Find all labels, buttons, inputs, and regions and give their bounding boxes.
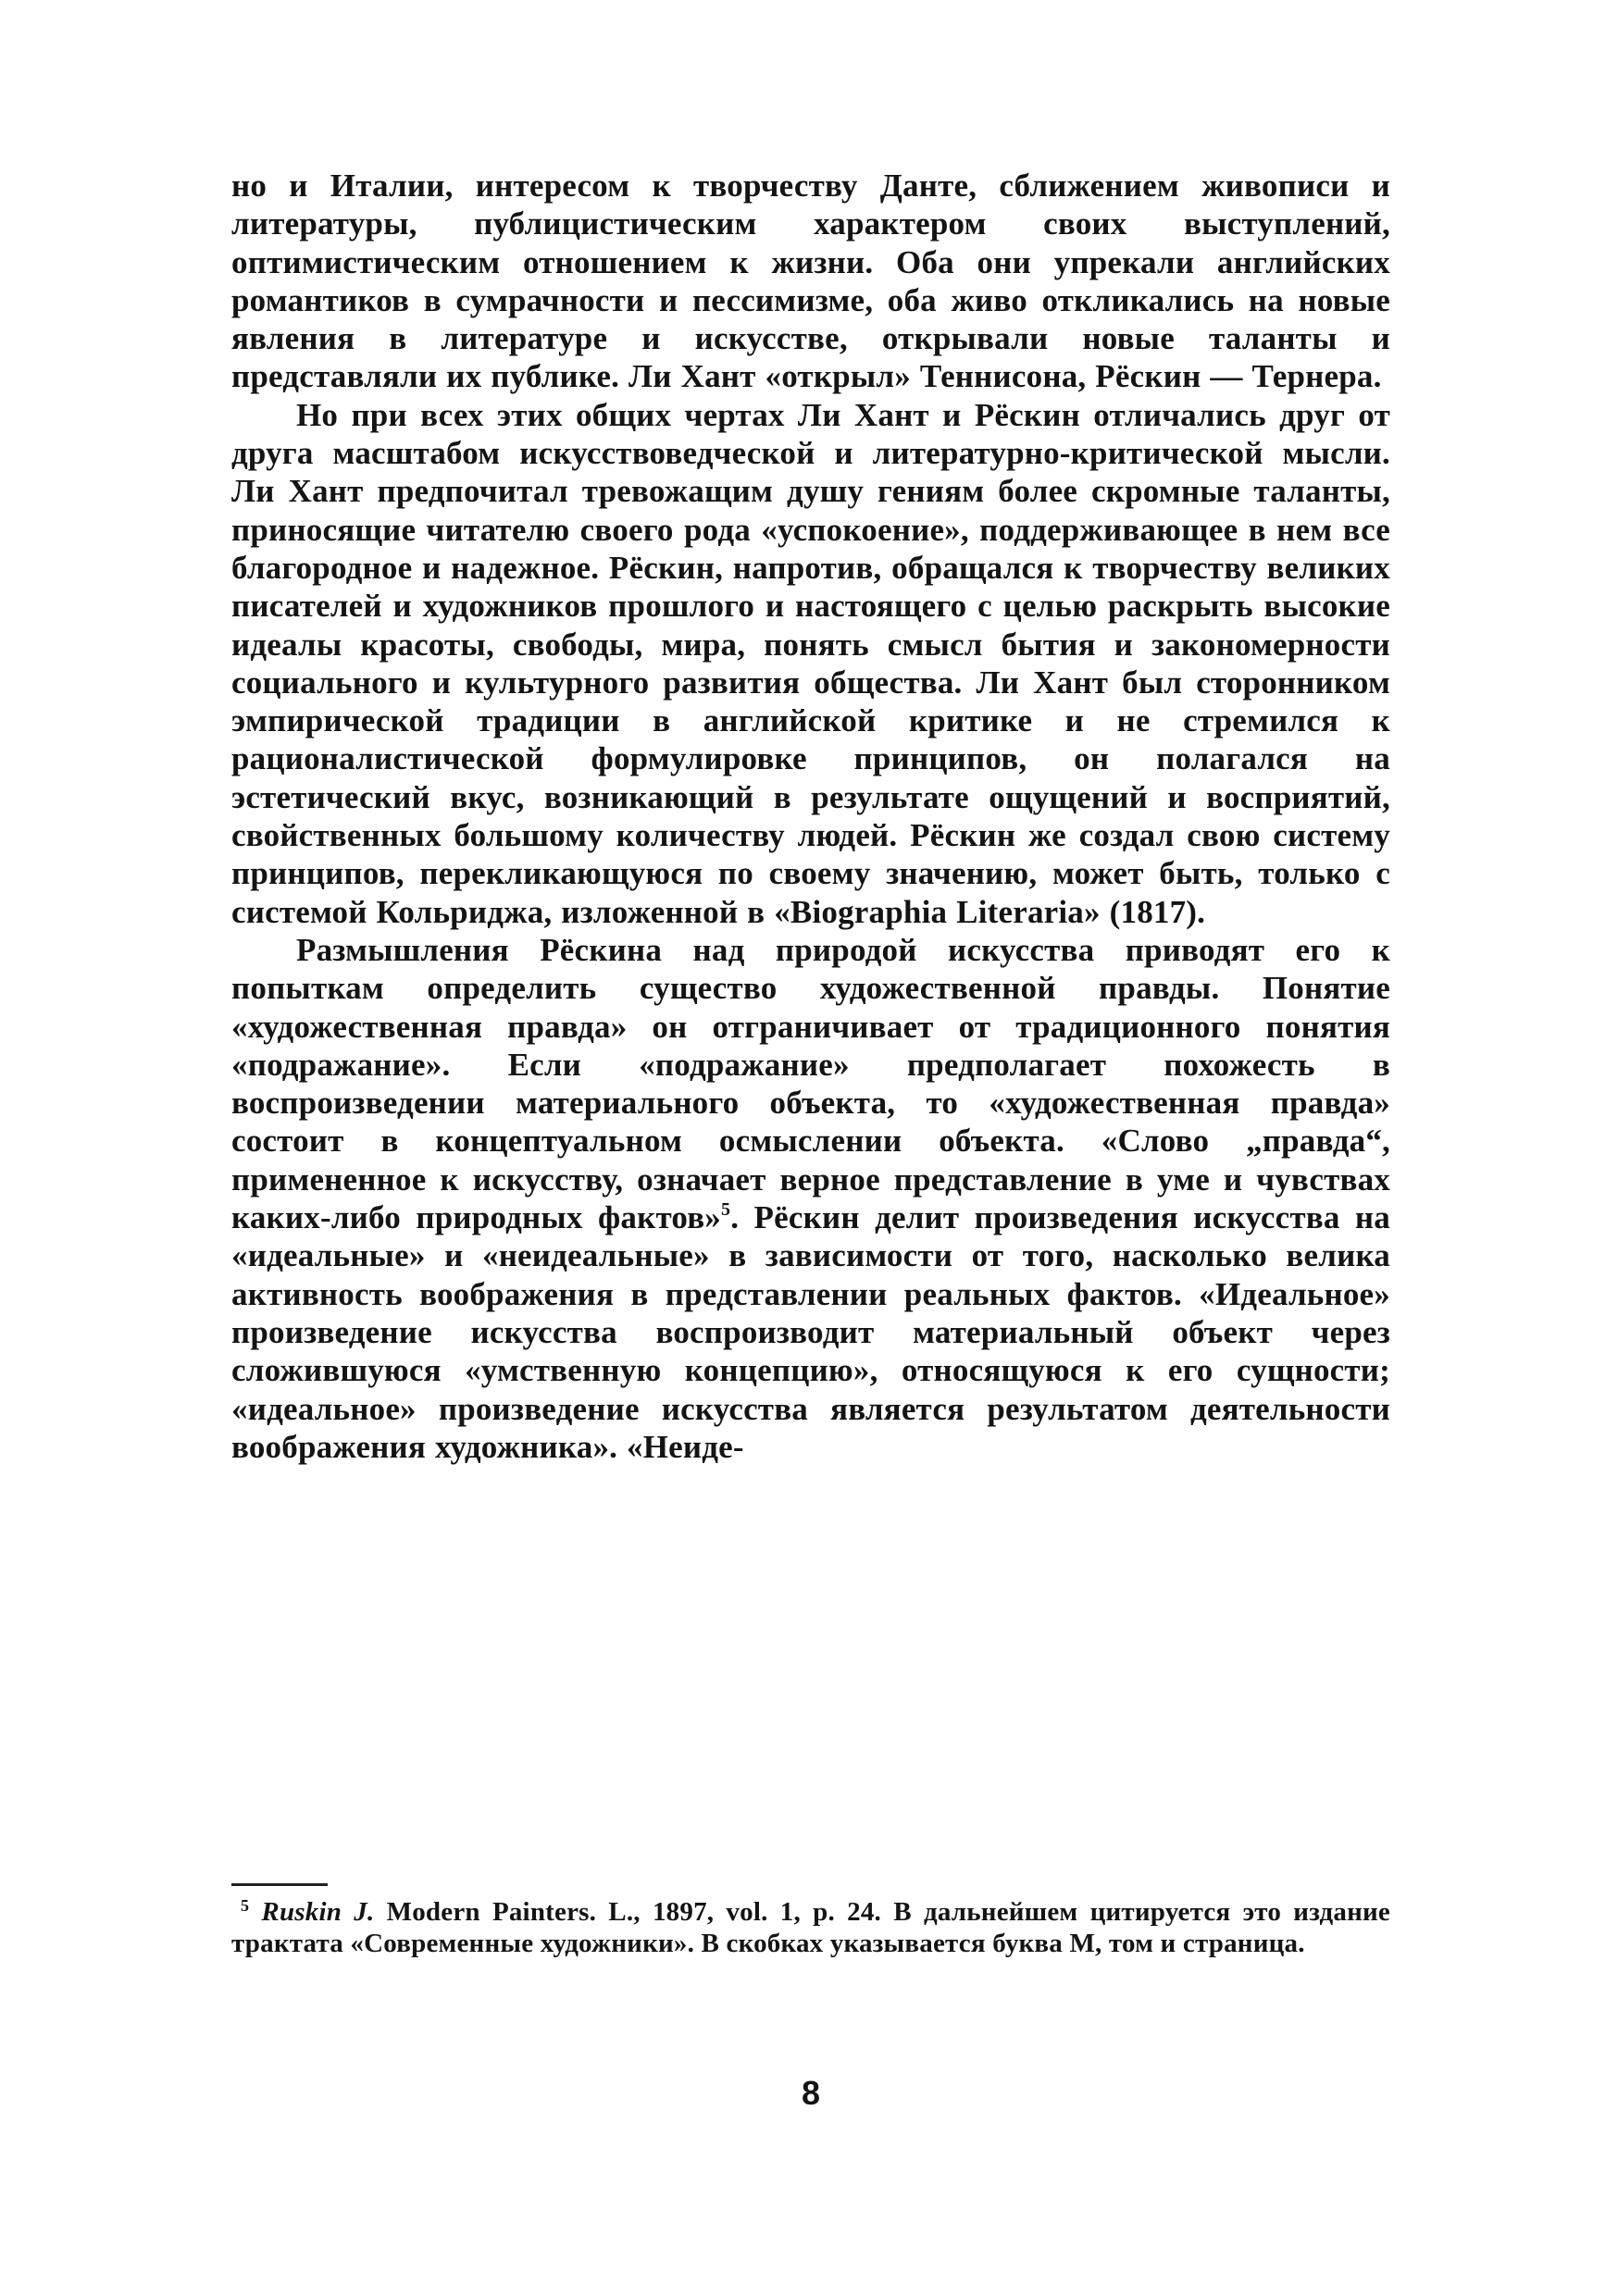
page-body bbox=[231, 167, 1390, 2112]
footnote bbox=[231, 1897, 1390, 1959]
paragraph-3-text-b: Рёскин делит произведения искусства на «идеальные» и «неидеальные» в зависимости от того, насколько велика активность воображения в представлении реальных фактов. «Идеальное» произведение искусства воспроизводит материальный объект через сложившуюся «умственную концепцию», относящуюся к его сущности; «идеальное» произведение искусства является результатом деятельности воображения художника». «Неиде- bbox=[231, 1199, 1390, 1465]
footnote-separator bbox=[231, 1883, 328, 1886]
page-number: 8 bbox=[801, 2074, 821, 2112]
footnote-marker: 5 bbox=[241, 1896, 250, 1915]
paragraph-1: но и Италии, интересом к творчеству Данте, сближением живописи и литературы, публицистическим характером своих выступлений, оптимистическим отношением к жизни. Оба они упрекали английских романтиков в сумрачности и пессимизме, оба живо откликались на новые явления в литературе и искусстве, открывали новые таланты и представляли их публике. Ли Хант «открыл» Теннисона, Рёскин — Тернера. bbox=[231, 168, 1390, 395]
paragraph-3: Размышления Рёскина над природой искусства приводят его к попыткам определить существо художественной правды. Понятие «художественная правда» он отграничивает от традиционного понятия «подражание». Если «подражание» предполагает похожесть в воспроизведении материального объекта, то «художественная правда» состоит в концептуальном осмыслении объекта. «Слово „правда“, примененное к искусству, означает верное представление в уме и чувствах каких-либо природных фактов»$^5$. Рёскин делит произведения искусства на «идеальные» и «неидеальные» в зависимости от того, насколько велика активность воображения в представлении реальных фактов. «Идеальное» произведение искусства воспроизводит материальный объект через сложившуюся «умственную концепцию», относящуюся к его сущности; «идеальное» произведение искусства является результатом деятельности воображения художника». «Неиде- bbox=[231, 931, 1390, 1465]
footnote-reference: 5 bbox=[721, 1199, 731, 1221]
footnote-text: Modern Painters. L., 1897, vol. 1, p. 24. В дальнейшем цитируется это издание трактата «Современные художники». В скобках указывается буква М, том и страница. bbox=[231, 1897, 1390, 1958]
paragraph-3-text-a: Размышления Рёскина над природой искусства приводят его к попыткам определить существо художественной правды. Понятие «художественная правда» он отграничивает от традиционного понятия «подражание». Если «подражание» предполагает похожесть в воспроизведении материального объекта, то «художественная правда» состоит в концептуальном осмыслении объекта. «Слово „правда“, примененное к искусству, означает верное представление в уме и чувствах каких-либо природных фактов» bbox=[231, 931, 1390, 1236]
paragraph-2: Но при всех этих общих чертах Ли Хант и Рёскин отличались друг от друга масштабом искусствоведческой и литературно-критической мысли. Ли Хант предпочитал тревожащим душу гениям более скромные таланты, приносящие читателю своего рода «успокоение», поддерживающее в нем все благородное и надежное. Рёскин, напротив, обращался к творчеству великих писателей и художников прошлого и настоящего с целью раскрыть высокие идеалы красоты, свободы, мира, понять смысл бытия и закономерности социального и культурного развития общества. Ли Хант был сторонником эмпирической традиции в английской критике и не стремился к рационалистической формулировке принципов, он полагался на эстетический вкус, возникающий в результате ощущений и восприятий, свойственных большому количеству людей. Рёскин же создал свою систему принципов, перекликающуюся по своему значению, может быть, только с системой Кольриджа, изложенной в «Biographia Literaria» (1817). bbox=[231, 396, 1390, 930]
footnote-author: Ruskin J. bbox=[261, 1897, 375, 1927]
